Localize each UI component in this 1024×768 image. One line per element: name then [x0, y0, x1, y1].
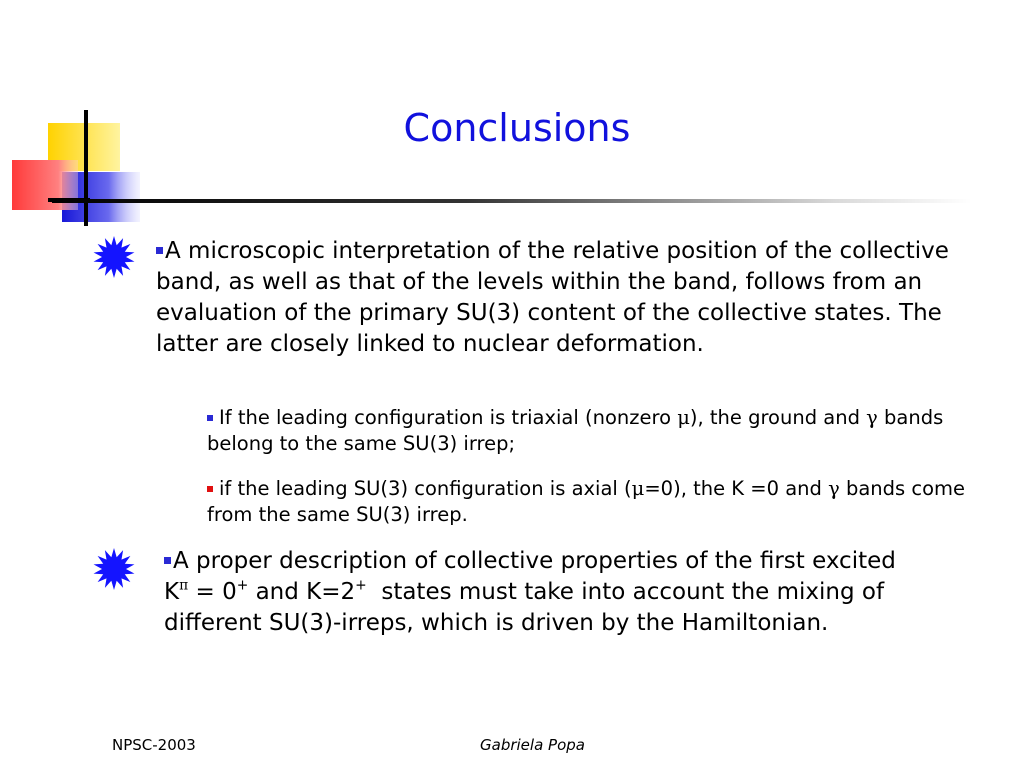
square-bullet-icon	[207, 415, 213, 421]
bullet-2: A proper description of collective properties of the first excited $K^\pi = 0^+$ and K=2+ states must take into account the mixing of different SU(3)-irreps, which is driven by the Hamiltonian.	[164, 548, 896, 636]
starburst-icon	[91, 546, 137, 592]
square-bullet-icon	[164, 557, 171, 564]
footer-author: Gabriela Popa	[480, 736, 585, 754]
starburst-icon	[91, 234, 137, 280]
slide-title: Conclusions	[403, 106, 631, 150]
sub-bullet-2: if the leading SU(3) configuration is axial (μ=0), the K =0 and γ bands come from the same SU(3) irrep.	[207, 477, 966, 526]
square-bullet-icon	[207, 486, 213, 492]
title-underline	[52, 199, 972, 203]
bullet-1	[156, 236, 956, 360]
footer-left: NPSC-2003	[112, 736, 196, 754]
sub-bullet-1: If the leading configuration is triaxial (nonzero μ), the ground and γ bands belong to the same SU(3) irrep;	[207, 406, 944, 455]
square-bullet-icon	[156, 247, 163, 254]
bullet-1-text: A microscopic interpretation of the relative position of the collective band, as well as that of the levels within the band, follows from an evaluation of the primary SU(3) content of the collective states. The latter are closely linked to nuclear deformation.	[156, 238, 949, 357]
